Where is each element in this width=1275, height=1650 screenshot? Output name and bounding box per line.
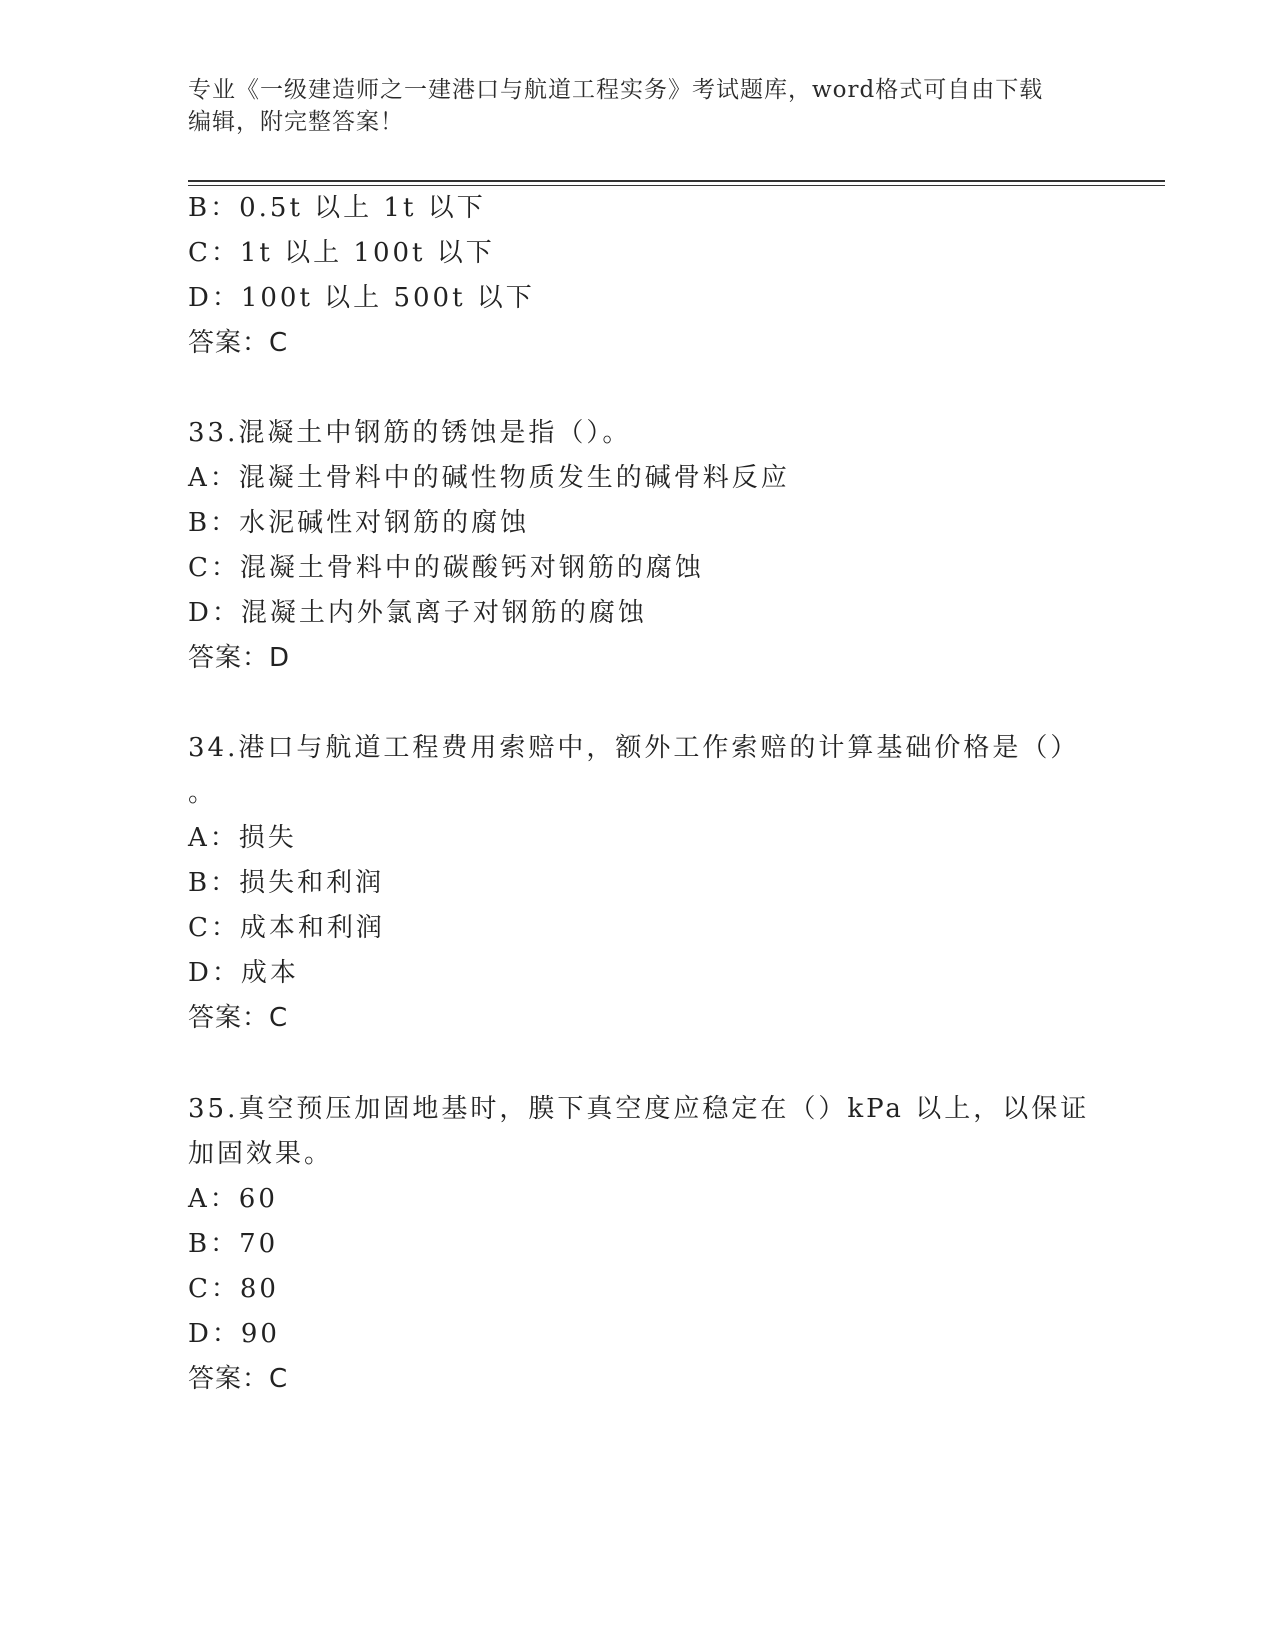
q32-option-c: C：1t 以上 100t 以下 — [188, 238, 495, 268]
q33-option-b: B：水泥碱性对钢筋的腐蚀 — [188, 508, 530, 538]
q35-question-line-2: 加固效果。 — [188, 1139, 334, 1169]
q34-option-a: A：损失 — [188, 823, 297, 853]
q35-option-c: C：80 — [188, 1274, 279, 1304]
q34-option-b: B：损失和利润 — [188, 868, 385, 898]
q34-question-line-2: 。 — [188, 778, 218, 808]
q34-answer: 答案：C — [188, 1003, 289, 1033]
q33-answer: 答案：D — [188, 643, 291, 673]
q34-option-c: C：成本和利润 — [188, 913, 385, 943]
q35-option-b: B：70 — [188, 1229, 279, 1259]
q33-question: 33.混凝土中钢筋的锈蚀是指（）。 — [188, 418, 632, 448]
q35-option-a: A：60 — [188, 1184, 278, 1214]
q34-question-line-1: 34.港口与航道工程费用索赔中，额外工作索赔的计算基础价格是（） — [188, 733, 1080, 763]
q33-option-c: C：混凝土骨料中的碳酸钙对钢筋的腐蚀 — [188, 553, 704, 583]
q35-answer: 答案：C — [188, 1364, 289, 1394]
header-line-1: 专业《一级建造师之一建港口与航道工程实务》考试题库，word格式可自由下载 — [188, 77, 1044, 103]
header-rule-thick — [188, 180, 1165, 182]
header-rule-thin — [188, 185, 1165, 186]
q35-question-line-1: 35.真空预压加固地基时，膜下真空度应稳定在（）kPa 以上，以保证 — [188, 1094, 1090, 1124]
q33-option-a: A：混凝土骨料中的碱性物质发生的碱骨料反应 — [188, 463, 790, 493]
q32-option-d: D：100t 以上 500t 以下 — [188, 283, 535, 313]
document-header — [188, 74, 1068, 138]
q35-option-d: D：90 — [188, 1319, 280, 1349]
q33-option-d: D：混凝土内外氯离子对钢筋的腐蚀 — [188, 598, 647, 628]
q32-option-b: B：0.5t 以上 1t 以下 — [188, 193, 486, 223]
q32-answer: 答案：C — [188, 328, 289, 358]
header-line-2: 编辑，附完整答案！ — [188, 109, 404, 135]
q34-option-d: D：成本 — [188, 958, 299, 988]
